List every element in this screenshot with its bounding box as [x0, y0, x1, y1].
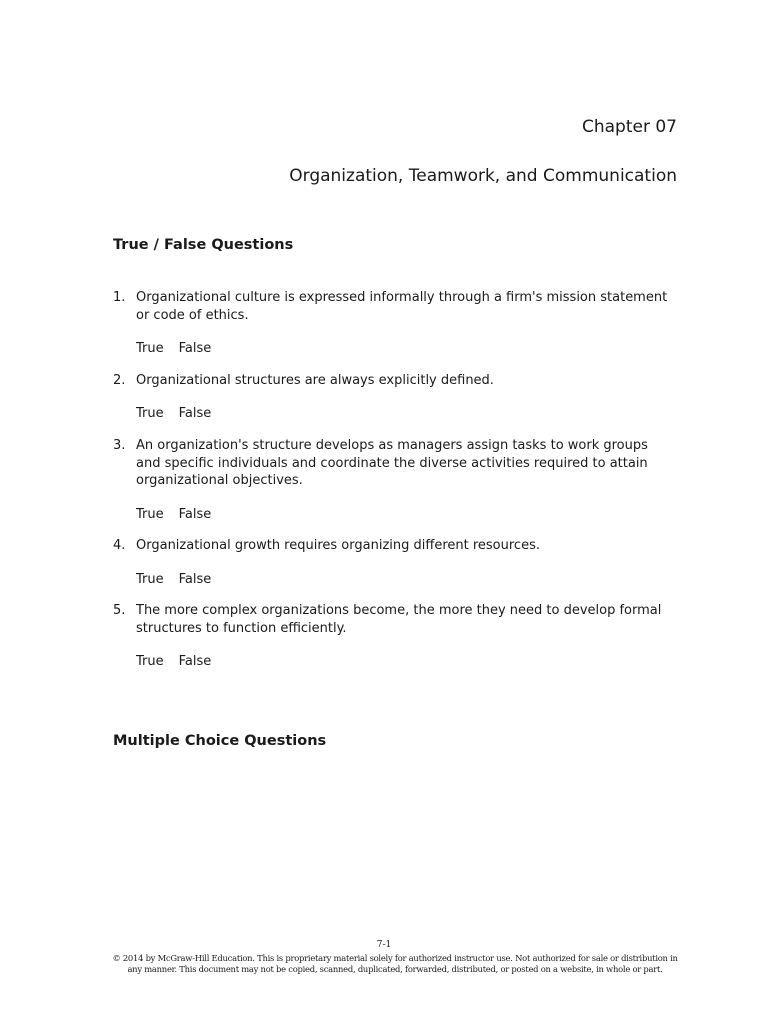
answer-false[interactable]: False [178, 654, 212, 669]
question-text: An organization's structure develops as managers assign tasks to work groups and specific individuals and coordinate the diverse activities required to attain organizational objectives. [136, 438, 648, 488]
question-text: Organizational structures are always explicitly defined. [136, 373, 494, 388]
question-3 [113, 437, 673, 490]
question-number: 2. [113, 373, 126, 388]
question-number: 5. [113, 603, 126, 618]
question-number: 4. [113, 538, 126, 553]
question-5 [113, 602, 673, 637]
question-2 [113, 372, 673, 390]
multiple-choice-heading: Multiple Choice Questions [113, 733, 327, 749]
answer-options-3 [136, 507, 211, 522]
answer-options-5 [136, 654, 211, 669]
answer-options-2 [136, 406, 211, 421]
answer-options-4 [136, 572, 211, 587]
answer-false[interactable]: False [178, 507, 212, 522]
question-1 [113, 289, 673, 324]
answer-false[interactable]: False [178, 406, 212, 421]
true-false-heading: True / False Questions [113, 237, 294, 253]
answer-false[interactable]: False [178, 572, 212, 587]
answer-true[interactable]: True [136, 654, 164, 669]
answer-true[interactable]: True [136, 572, 164, 587]
question-text: Organizational growth requires organizing different resources. [136, 538, 540, 553]
chapter-label: Chapter 07 [581, 117, 677, 137]
question-text: The more complex organizations become, the more they need to develop formal structures to function efficiently. [136, 603, 662, 636]
page-title: Organization, Teamwork, and Communication [289, 166, 677, 186]
copyright-notice: © 2014 by McGraw-Hill Education. This is proprietary material solely for authorized instructor use. Not authorized for sale or distribution in any manner. This document may not be copied, scanned, duplicated, forwarded, distributed, or posted on a website, in whole or part. [112, 953, 678, 974]
answer-true[interactable]: True [136, 507, 164, 522]
question-text: Organizational culture is expressed informally through a firm's mission statement or code of ethics. [136, 290, 668, 323]
page-number: 7-1 [376, 940, 392, 950]
answer-false[interactable]: False [178, 341, 212, 356]
answer-true[interactable]: True [136, 341, 164, 356]
question-4 [113, 537, 673, 555]
question-number: 1. [113, 290, 126, 305]
question-number: 3. [113, 438, 126, 453]
answer-options-1 [136, 341, 211, 356]
answer-true[interactable]: True [136, 406, 164, 421]
